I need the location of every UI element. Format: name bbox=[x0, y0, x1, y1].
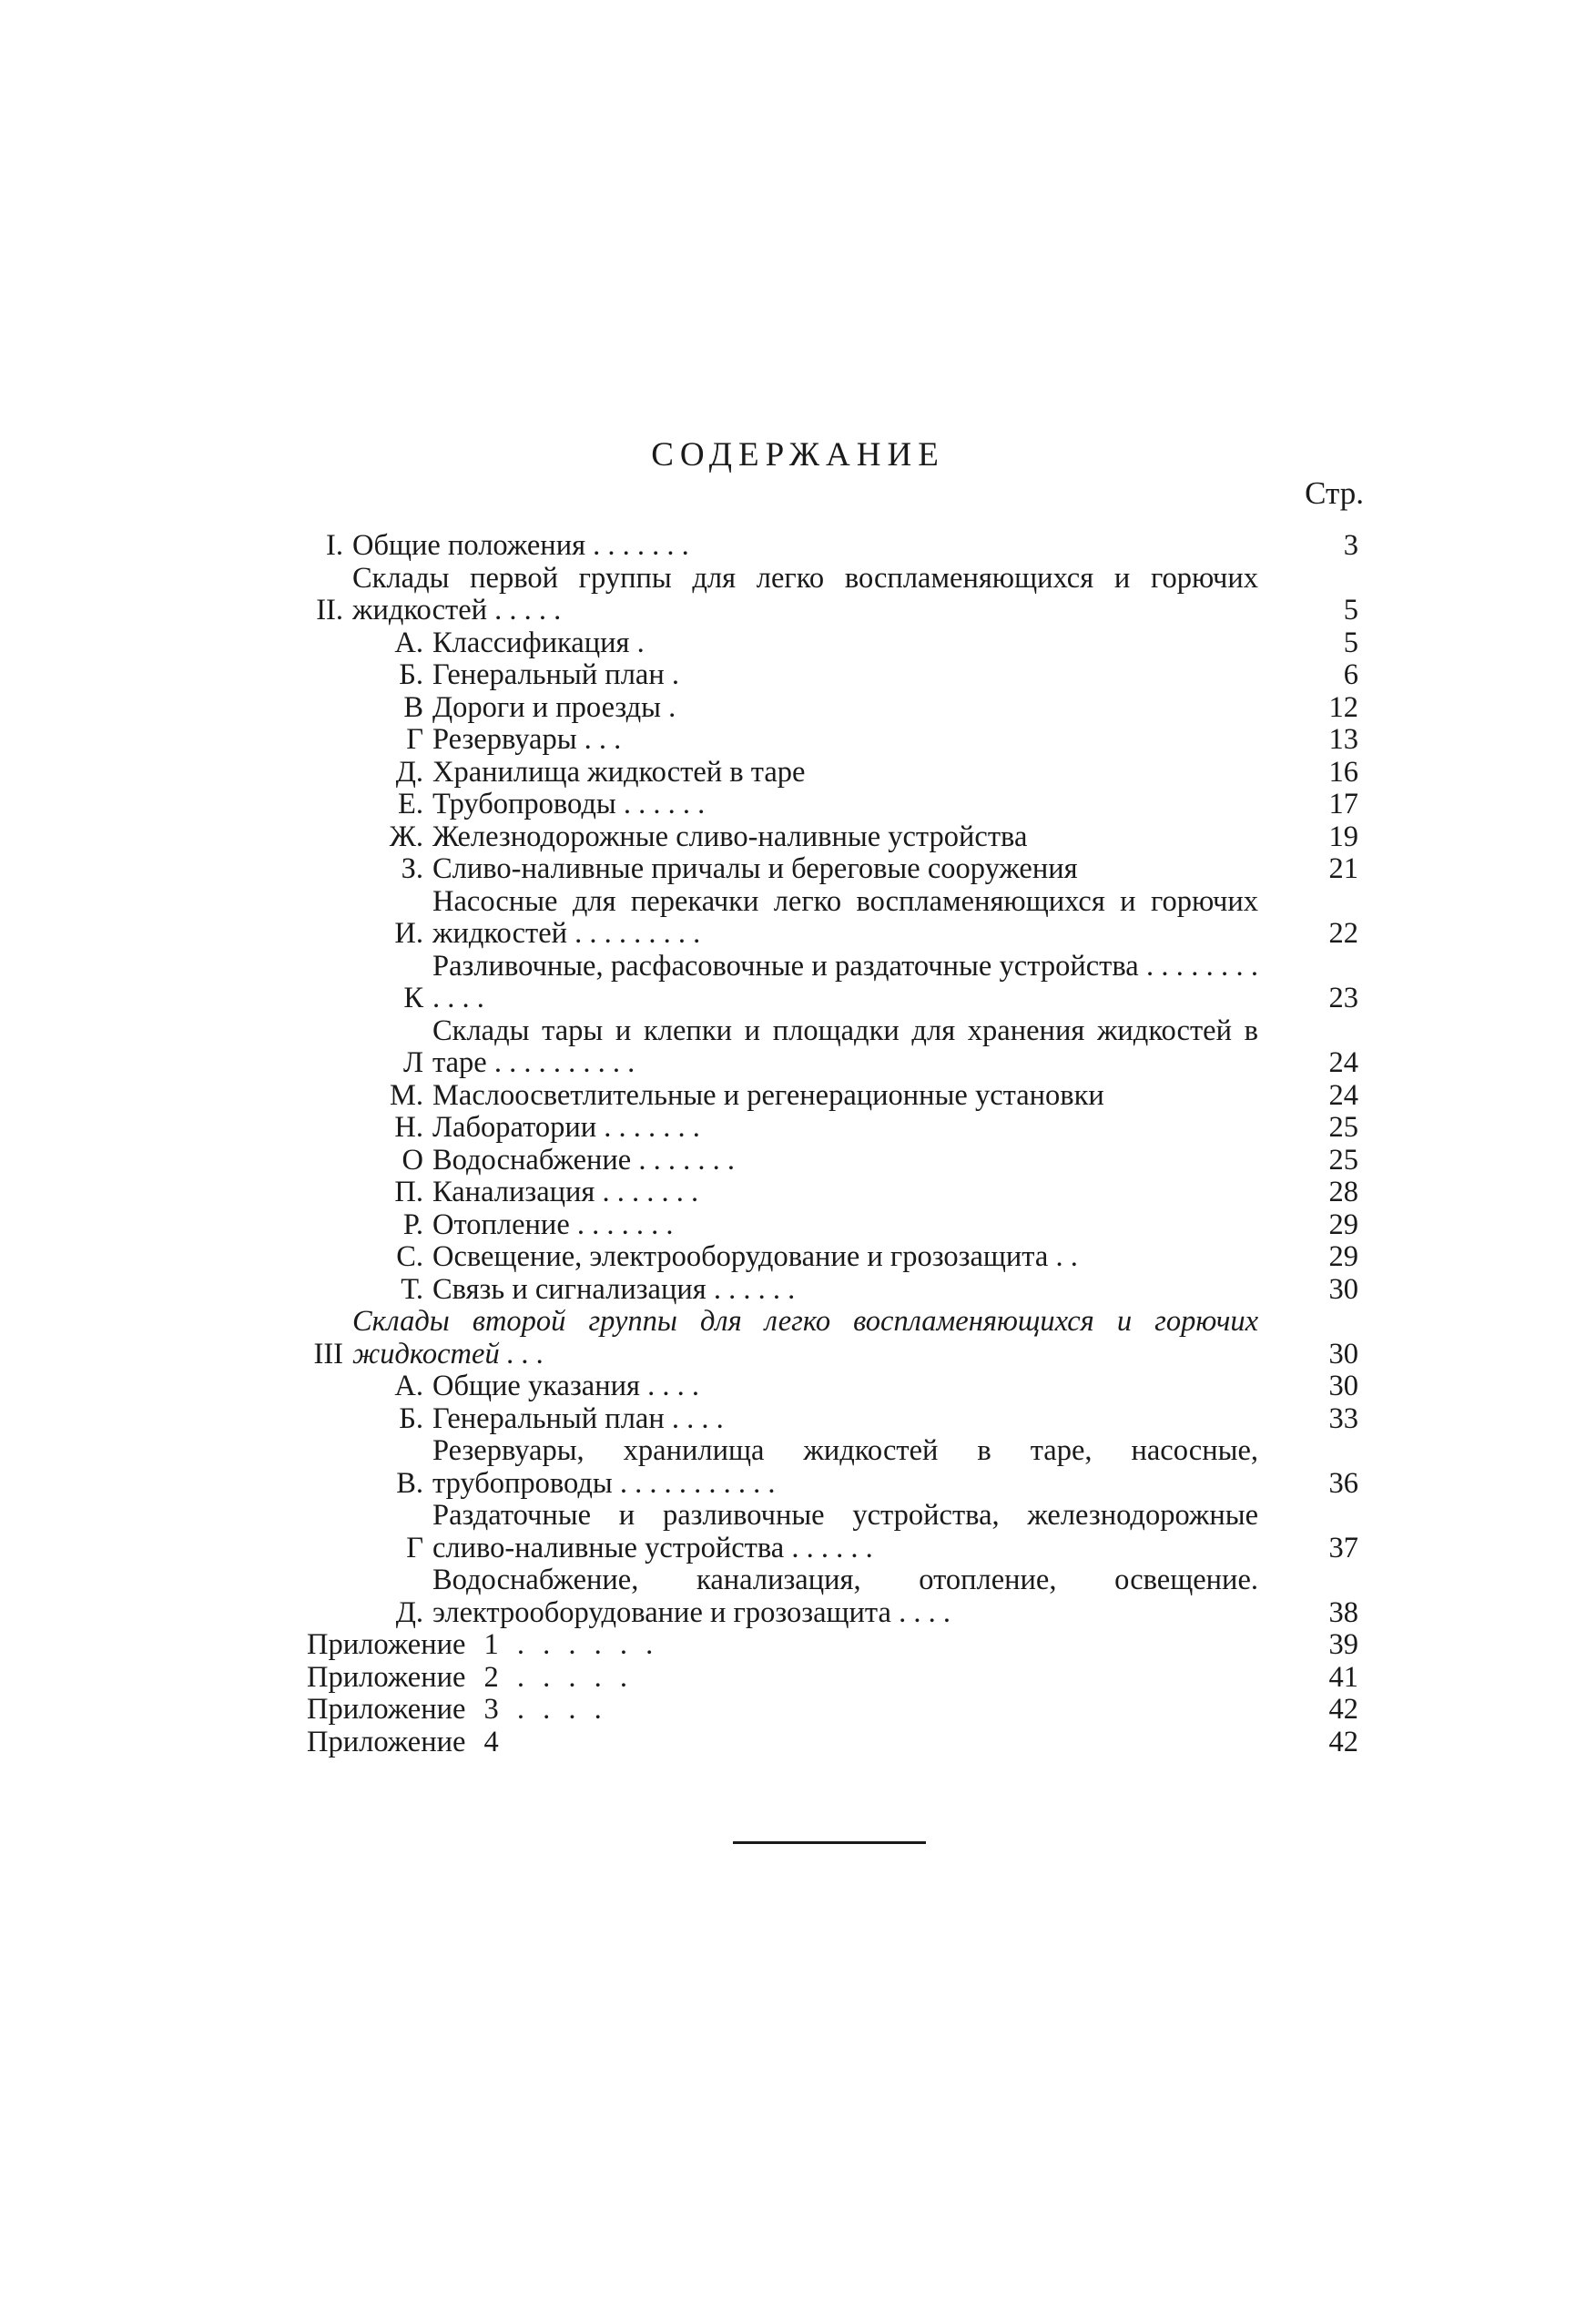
toc-entry-number: Г bbox=[406, 1531, 423, 1564]
toc-entry-page: 22 bbox=[1328, 917, 1358, 950]
toc-entry-page: 24 bbox=[1328, 1046, 1358, 1079]
toc-entry-title: Водоснабжение . . . . . . . bbox=[432, 1143, 735, 1177]
toc-entry bbox=[298, 1694, 1358, 1727]
toc-entry-title: Освещение, электрооборудование и грозозащита . . bbox=[432, 1240, 1078, 1273]
toc-entry-title: Приложение 2 . . . . . bbox=[307, 1660, 628, 1694]
toc-entry-page: 30 bbox=[1328, 1272, 1358, 1306]
toc-entry-number: I. bbox=[326, 529, 343, 562]
toc-entry-page: 30 bbox=[1328, 1337, 1358, 1370]
toc-entry-title: Разливочные, расфасовочные и раздаточные устройства . . . . . . . . . . . . bbox=[432, 949, 1258, 1014]
toc-entry-number: П. bbox=[394, 1176, 423, 1208]
toc-entry-page: 39 bbox=[1328, 1628, 1358, 1661]
toc-entry-number: Е. bbox=[398, 788, 423, 820]
toc-entry-number: Л bbox=[402, 1046, 423, 1079]
toc-entry-number: С. bbox=[396, 1240, 423, 1273]
toc-entry-title: Резервуары . . . bbox=[432, 723, 622, 756]
toc-entry bbox=[298, 1403, 1358, 1436]
toc-entry-number: Г bbox=[406, 723, 423, 756]
toc-entry-title: Общие положения . . . . . . . bbox=[352, 529, 689, 562]
table-of-contents bbox=[298, 530, 1358, 1758]
toc-entry-page: 6 bbox=[1343, 658, 1358, 691]
toc-entry-number: З. bbox=[401, 852, 423, 885]
toc-entry bbox=[298, 1177, 1358, 1209]
toc-entry bbox=[298, 789, 1358, 821]
toc-entry-page: 25 bbox=[1328, 1111, 1358, 1144]
toc-entry-number: Т. bbox=[401, 1272, 423, 1306]
toc-entry bbox=[298, 1241, 1358, 1274]
toc-entry-number: Д. bbox=[395, 1595, 423, 1629]
toc-entry bbox=[298, 1274, 1358, 1307]
toc-entry-page: 37 bbox=[1328, 1531, 1358, 1564]
toc-entry bbox=[298, 1080, 1358, 1113]
toc-entry-title: Связь и сигнализация . . . . . . bbox=[432, 1272, 796, 1306]
toc-entry-title: Классификация . bbox=[432, 626, 645, 659]
toc-entry-title: Склады тары и клепки и площадки для хранения жидкостей в таре . . . . . . . . . . bbox=[432, 1014, 1258, 1079]
toc-entry-title: Сливо-наливные причалы и береговые сооружения bbox=[432, 852, 1078, 885]
toc-entry-page: 21 bbox=[1328, 852, 1358, 885]
toc-entry-title: Канализация . . . . . . . bbox=[432, 1176, 699, 1208]
toc-entry-page: 38 bbox=[1328, 1595, 1358, 1629]
toc-entry bbox=[298, 821, 1358, 854]
toc-entry-title: Хранилища жидкостей в таре bbox=[432, 755, 806, 789]
toc-entry bbox=[298, 1370, 1358, 1403]
toc-entry bbox=[298, 757, 1358, 790]
toc-entry bbox=[298, 563, 1358, 627]
toc-entry-title: Генеральный план . . . . bbox=[432, 1401, 724, 1435]
toc-entry-page: 28 bbox=[1328, 1176, 1358, 1208]
toc-entry-number: Б. bbox=[399, 1401, 423, 1435]
toc-entry-title: Дороги и проезды . bbox=[432, 690, 676, 724]
toc-entry-page: 19 bbox=[1328, 820, 1358, 853]
toc-entry-page: 5 bbox=[1343, 594, 1358, 627]
page-title: СОДЕРЖАНИЕ bbox=[651, 436, 945, 474]
toc-entry-page: 41 bbox=[1328, 1660, 1358, 1694]
toc-entry bbox=[298, 853, 1358, 886]
toc-entry-page: 30 bbox=[1328, 1370, 1358, 1402]
toc-entry-page: 36 bbox=[1328, 1466, 1358, 1500]
toc-entry-number: К bbox=[403, 982, 423, 1014]
toc-entry-number: В. bbox=[396, 1466, 423, 1500]
toc-entry bbox=[298, 627, 1358, 660]
toc-entry-title: Насосные для перекачки легко воспламеняющихся и горючих жидкостей . . . . . . . . . bbox=[432, 884, 1258, 950]
toc-entry-number: Б. bbox=[399, 658, 423, 691]
toc-entry bbox=[298, 1564, 1358, 1629]
toc-entry-title: Общие указания . . . . bbox=[432, 1370, 699, 1402]
toc-entry-page: 12 bbox=[1328, 690, 1358, 724]
toc-entry-number: Д. bbox=[395, 755, 423, 789]
toc-entry-number: III bbox=[313, 1337, 343, 1370]
closing-rule bbox=[733, 1841, 926, 1844]
toc-entry bbox=[298, 659, 1358, 692]
toc-entry-page: 3 bbox=[1343, 529, 1358, 562]
toc-entry bbox=[298, 1209, 1358, 1242]
toc-entry bbox=[298, 951, 1358, 1015]
toc-entry-number: А. bbox=[394, 1370, 423, 1402]
toc-entry-number: В bbox=[403, 690, 423, 724]
toc-entry-title: Лаборатории . . . . . . . bbox=[432, 1111, 700, 1144]
toc-entry-page: 29 bbox=[1328, 1240, 1358, 1273]
toc-entry-page: 16 bbox=[1328, 755, 1358, 789]
toc-entry-title: Трубопроводы . . . . . . bbox=[432, 788, 706, 820]
toc-entry-title: Железнодорожные сливо-наливные устройства bbox=[432, 820, 1028, 853]
toc-entry bbox=[298, 1435, 1358, 1500]
toc-entry-title: Приложение 3 . . . . bbox=[307, 1693, 602, 1726]
toc-entry-page: 5 bbox=[1343, 626, 1358, 659]
toc-entry-title: Отопление . . . . . . . bbox=[432, 1207, 674, 1241]
toc-entry-number: А. bbox=[394, 626, 423, 659]
toc-entry bbox=[298, 1727, 1358, 1759]
toc-entry bbox=[298, 1015, 1358, 1080]
toc-entry-title: Склады второй группы для легко воспламеняющихся и горючих жидкостей . . . bbox=[352, 1305, 1258, 1370]
toc-entry-number: И. bbox=[394, 917, 423, 950]
toc-entry bbox=[298, 1629, 1358, 1662]
toc-entry bbox=[298, 1306, 1358, 1370]
toc-entry-page: 33 bbox=[1328, 1401, 1358, 1435]
toc-entry-title: Резервуары, хранилища жидкостей в таре, насосные, трубопроводы . . . . . . . . . . . bbox=[432, 1434, 1258, 1500]
toc-entry bbox=[298, 886, 1358, 951]
toc-entry-page: 42 bbox=[1328, 1725, 1358, 1758]
toc-entry bbox=[298, 1112, 1358, 1145]
toc-entry-page: 25 bbox=[1328, 1143, 1358, 1177]
toc-entry-title: Генеральный план . bbox=[432, 658, 679, 691]
toc-entry-page: 42 bbox=[1328, 1693, 1358, 1726]
toc-entry-title: Маслоосветлительные и регенерационные установки bbox=[432, 1078, 1104, 1112]
toc-entry-page: 23 bbox=[1328, 982, 1358, 1014]
toc-entry bbox=[298, 692, 1358, 725]
toc-entry bbox=[298, 724, 1358, 757]
toc-entry-page: 24 bbox=[1328, 1078, 1358, 1112]
toc-entry bbox=[298, 1500, 1358, 1564]
toc-entry bbox=[298, 1662, 1358, 1695]
toc-entry-number: II. bbox=[316, 594, 343, 627]
toc-entry bbox=[298, 530, 1358, 563]
toc-entry-page: 13 bbox=[1328, 723, 1358, 756]
toc-entry-number: М. bbox=[389, 1078, 423, 1112]
toc-entry-title: Приложение 1 . . . . . . bbox=[307, 1628, 654, 1661]
page-column-label: Стр. bbox=[1305, 475, 1364, 511]
toc-entry-title: Водоснабжение, канализация, отопление, освещение. электрооборудование и грозозащита . . . . bbox=[432, 1564, 1258, 1629]
toc-entry-number: Р. bbox=[402, 1207, 423, 1241]
toc-entry-page: 17 bbox=[1328, 788, 1358, 820]
toc-entry-page: 29 bbox=[1328, 1207, 1358, 1241]
toc-entry-number: О bbox=[402, 1143, 423, 1177]
toc-entry-title: Склады первой группы для легко воспламеняющихся и горючих жидкостей . . . . . bbox=[352, 561, 1258, 627]
toc-entry-number: Н. bbox=[394, 1111, 423, 1144]
toc-entry-title: Раздаточные и разливочные устройства, железнодорожные сливо-наливные устройства . . . . . . bbox=[432, 1499, 1258, 1564]
toc-entry bbox=[298, 1145, 1358, 1177]
toc-entry-number: Ж. bbox=[389, 820, 423, 853]
toc-entry-title: Приложение 4 bbox=[307, 1725, 499, 1758]
